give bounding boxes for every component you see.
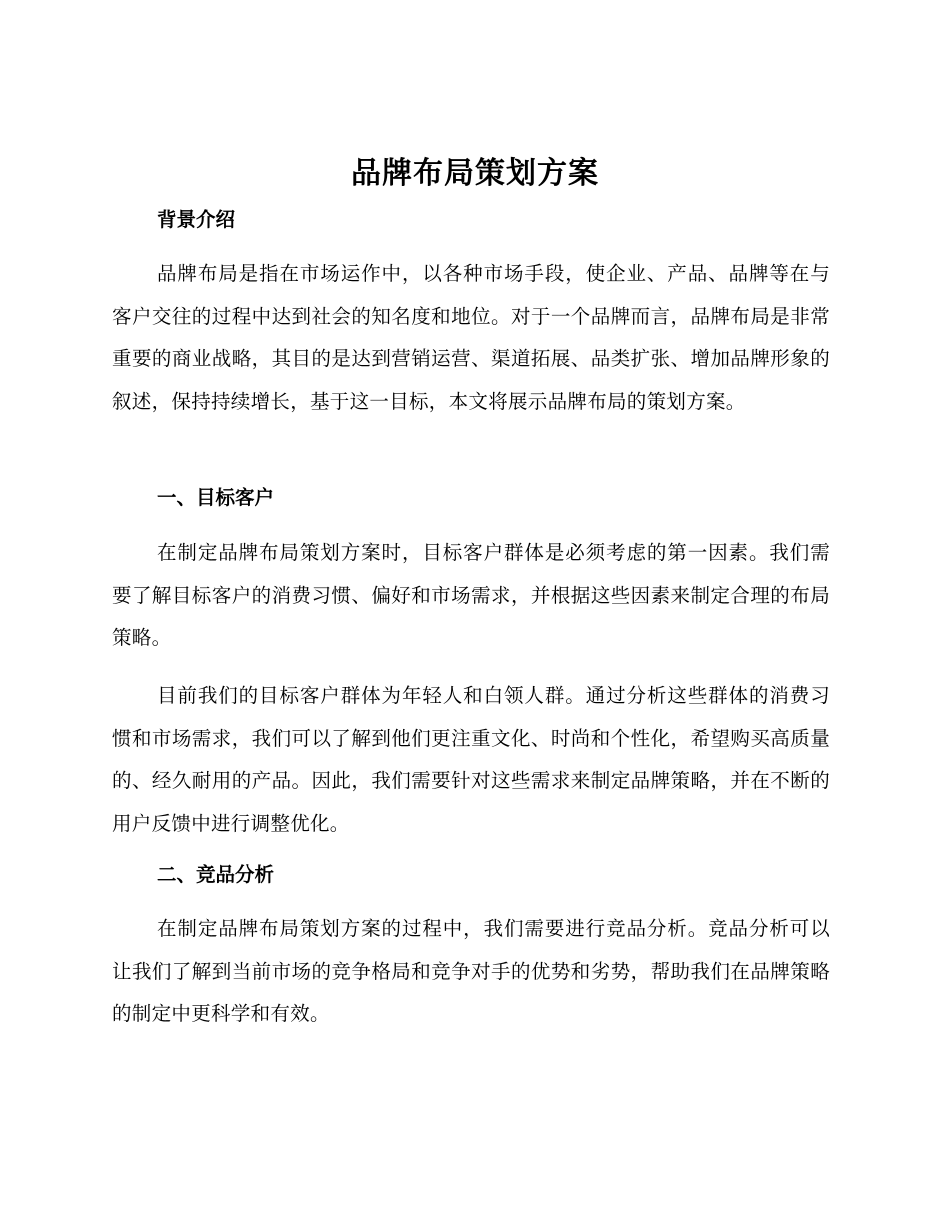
section-heading-background: 背景介绍 xyxy=(157,208,236,231)
paragraph-target-customers-2: 目前我们的目标客户群体为年轻人和白领人群。通过分析这些群体的消费习惯和市场需求，我们可以了解到他们更注重文化、时尚和个性化，希望购买高质量的、经久耐用的产品。因此，我们需要针对这些需求来制定品牌策略，并在不断的用户反馈中进行调整优化。 xyxy=(112,684,830,835)
paragraph-target-customers-1: 在制定品牌布局策划方案时，目标客户群体是必须考虑的第一因素。我们需要了解目标客户的消费习惯、偏好和市场需求，并根据这些因素来制定合理的布局策略。 xyxy=(112,541,830,649)
document-title: 品牌布局策划方案 xyxy=(351,156,599,191)
paragraph-background: 品牌布局是指在市场运作中，以各种市场手段，使企业、产品、品牌等在与客户交往的过程中达到社会的知名度和地位。对于一个品牌而言，品牌布局是非常重要的商业战略，其目的是达到营销运营、渠道拓展、品类扩张、增加品牌形象的叙述，保持持续增长，基于这一目标，本文将展示品牌布局的策划方案。 xyxy=(112,262,830,413)
paragraph-competitor-analysis: 在制定品牌布局策划方案的过程中，我们需要进行竞品分析。竞品分析可以让我们了解到当前市场的竞争格局和竞争对手的优势和劣势，帮助我们在品牌策略的制定中更科学和有效。 xyxy=(112,917,830,1025)
section-heading-target-customers: 一、目标客户 xyxy=(157,486,275,509)
section-heading-competitor-analysis: 二、竞品分析 xyxy=(157,863,275,886)
